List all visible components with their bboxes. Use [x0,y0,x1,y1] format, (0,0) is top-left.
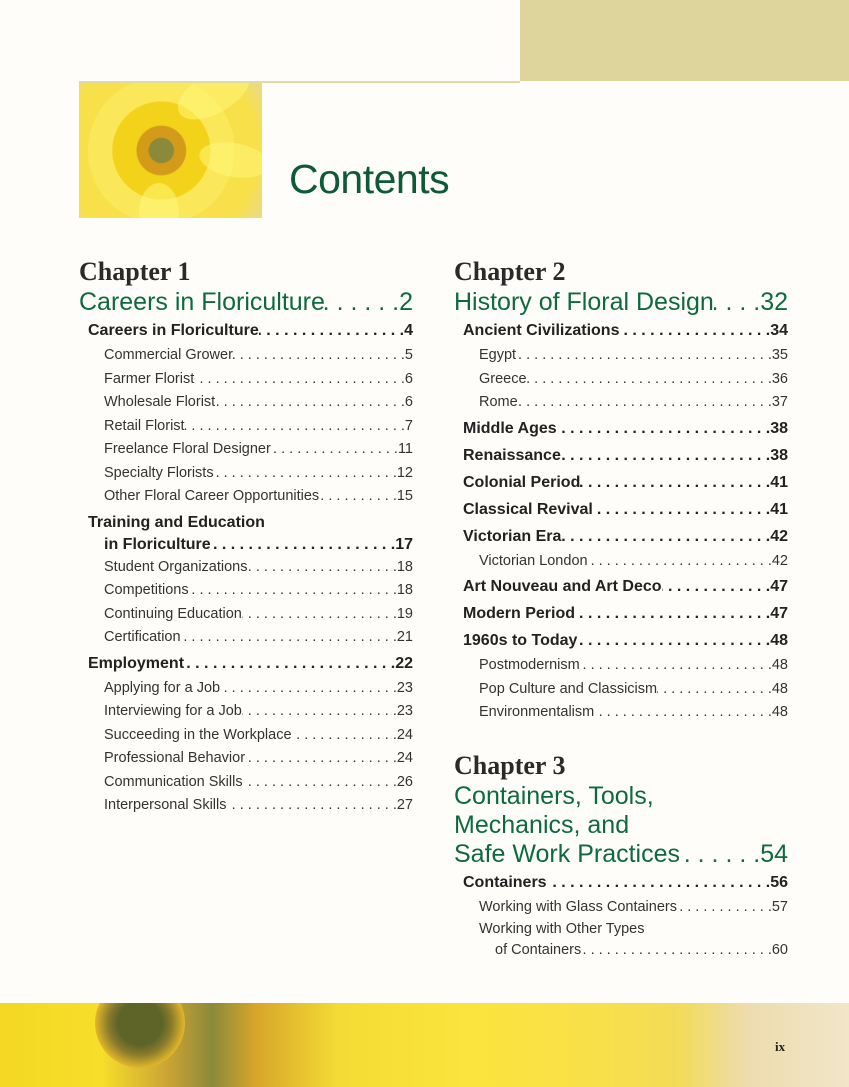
chapter-title-link[interactable]: History of Floral Design . . . 32 [454,288,788,317]
chapter-label: Chapter 1 [79,257,191,286]
chapter-title-link[interactable]: Containers, Tools, Mechanics, and Safe Work Practices . . . 54 [454,782,788,869]
toc-subsection[interactable]: Farmer Florist . . . 6 [79,368,413,392]
toc-section[interactable]: Employment . . . 22 [79,650,413,677]
chapter-title-link[interactable]: Careers in Floriculture . . . 2 [79,288,413,317]
header-tan-block [520,0,849,81]
leader-dots [680,840,760,869]
toc-section[interactable]: Containers . . . 56 [454,869,788,896]
toc-section[interactable]: Victorian Era . . . 42 [454,523,788,550]
header-flower-image [79,83,262,218]
toc-subsection[interactable]: Retail Florist . . . 7 [79,415,413,439]
page-title: Contents [289,156,450,203]
toc-subsection[interactable]: Communication Skills . . . 26 [79,771,413,795]
toc-section[interactable]: Art Nouveau and Art Deco . . . 47 [454,573,788,600]
toc-subsection[interactable]: Interpersonal Skills . . . 27 [79,794,413,818]
toc-section[interactable]: Renaissance . . . 38 [454,442,788,469]
toc-subsection[interactable]: Applying for a Job . . . 23 [79,677,413,701]
page-number: ix [775,1039,786,1054]
toc-section[interactable]: Classical Revival . . . 41 [454,496,788,523]
toc-subsection[interactable]: Professional Behavior . . . 24 [79,747,413,771]
toc-section[interactable]: 1960s to Today . . . 48 [454,627,788,654]
toc-subsection[interactable]: Other Floral Career Opportunities . . . 15 [79,485,413,509]
toc-column-left [79,256,413,818]
toc-subsection[interactable]: Postmodernism . . . 48 [454,654,788,678]
toc-section[interactable]: Colonial Period . . . 41 [454,469,788,496]
toc-column-right [454,256,788,961]
toc-subsection[interactable]: Interviewing for a Job . . . 23 [79,700,413,724]
toc-subsection[interactable]: Rome . . . 37 [454,391,788,415]
toc-subsection[interactable]: Wholesale Florist . . . 6 [79,391,413,415]
toc-subsection[interactable]: Victorian London . . . 42 [454,550,788,574]
leader-dots [325,288,399,317]
toc-subsection[interactable]: Pop Culture and Classicism . . . 48 [454,678,788,702]
toc-subsection[interactable]: Certification . . . 21 [79,626,413,650]
flower-center [95,1003,185,1068]
chapter-page: 54 [760,839,788,868]
toc-subsection[interactable]: Greece . . . 36 [454,368,788,392]
chapter-page: 32 [760,288,788,316]
toc-section[interactable]: Ancient Civilizations . . . 34 [454,317,788,344]
leader-dots [714,288,760,317]
toc-subsection[interactable]: Succeeding in the Workplace . . . 24 [79,724,413,748]
toc-subsection[interactable]: Student Organizations . . . 18 [79,556,413,580]
toc-subsection[interactable]: Environmentalism . . . 48 [454,701,788,725]
toc-section[interactable]: Training and Education in Floriculture . . . 17 [79,512,413,556]
toc-subsection[interactable]: Specialty Florists . . . 12 [79,462,413,486]
chapter-label: Chapter 2 [454,257,566,286]
toc-subsection[interactable]: Commercial Grower . . . 5 [79,344,413,368]
footer-flower-banner [0,1003,849,1087]
chapter-page: 2 [399,288,413,316]
toc-subsection[interactable]: Working with Other Types of Containers . . . 60 [454,919,788,961]
chapter-label: Chapter 3 [454,750,566,780]
toc-subsection[interactable]: Continuing Education . . . 19 [79,603,413,627]
toc-subsection[interactable]: Working with Glass Containers . . . 57 [454,896,788,920]
toc-subsection[interactable]: Freelance Floral Designer . . . 11 [79,438,413,462]
toc-subsection[interactable]: Competitions . . . 18 [79,579,413,603]
toc-section[interactable]: Middle Ages . . . 38 [454,415,788,442]
toc-subsection[interactable]: Egypt . . . 35 [454,344,788,368]
toc-section[interactable]: Modern Period . . . 47 [454,600,788,627]
toc-section[interactable]: Careers in Floriculture . . . 4 [79,317,413,344]
